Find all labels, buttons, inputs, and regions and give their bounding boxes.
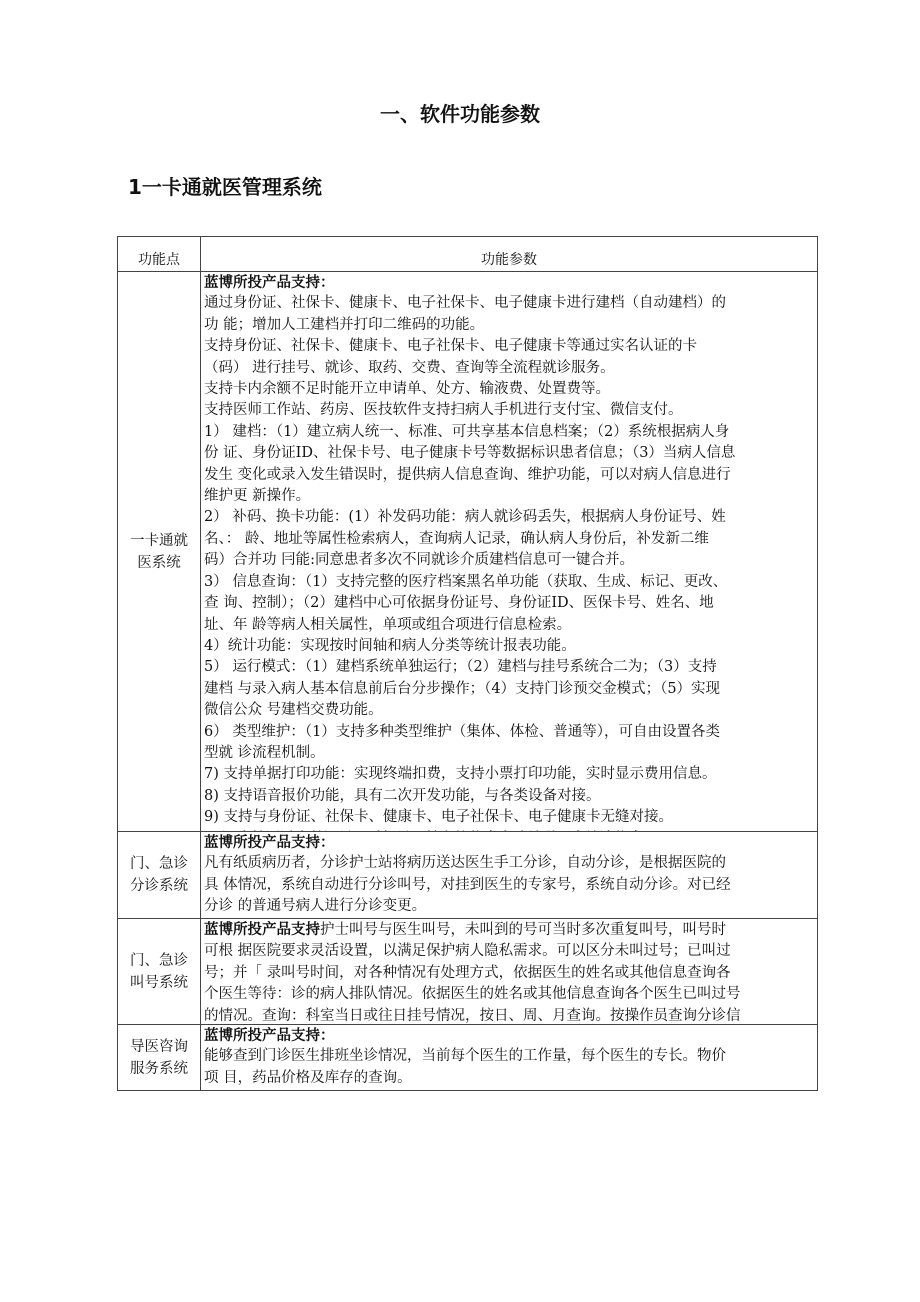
label-line: 一卡通就	[130, 532, 188, 549]
param-line: 6） 类型维护：（1）支持多种类型维护（集体、体检、普通等），可自由设置各类	[204, 723, 721, 740]
table-header-row	[118, 237, 818, 272]
table-row	[118, 272, 818, 832]
label-line: 叫号系统	[130, 974, 188, 991]
document-title: 一、软件功能参数	[380, 102, 540, 126]
param-line: 8) 支持语音报价功能，具有二次开发功能，与各类设备对接。	[204, 787, 601, 804]
param-line: 微信公众 号建档交费功能。	[204, 702, 383, 719]
param-line: 5） 运行模式：（1）建档系统单独运行；（2）建档与挂号系统合二为；（3）支持	[204, 659, 717, 676]
param-line: 支持身份证、社保卡、健康卡、电子社保卡、电子健康卡等通过实名认证的卡	[204, 338, 697, 355]
label-line: 分诊系统	[130, 878, 188, 894]
param-line: 份 证、身份证ID、社保卡号、电子健康卡号等数据标识患者信息；（3）当病人信息	[204, 445, 736, 462]
header-function-params: 功能参数	[201, 237, 818, 272]
function-params	[201, 1025, 818, 1091]
function-point-label	[118, 832, 201, 919]
param-line: 分诊 的普通号病人进行分诊变更。	[204, 898, 427, 915]
param-line: 的情况。查询：科室当日或往日挂号情况，按日、周、月查询。按操作员查询分诊信	[204, 1007, 741, 1024]
param-line: 支持卡内余额不足时能开立申请单、处方、输液费、处置费等。	[204, 381, 610, 398]
label-line: 服务系统	[130, 1060, 188, 1077]
function-point-label	[118, 272, 201, 832]
param-line: 可根 据医院要求灵活设置，以满足保护病人隐私需求。可以区分未叫过号；已叫过	[204, 943, 731, 960]
support-heading: 蓝博所投产品支持：	[204, 834, 335, 851]
param-line: 查 询、控制）；（2）建档中心可依据身份证号、身份证ID、医保卡号、姓名、地	[204, 595, 714, 612]
label-line: 导医咨询	[130, 1038, 188, 1055]
param-line: 型就 诊流程机制。	[204, 744, 325, 761]
param-line: 7) 支持单据打印功能：实现终端扣费，支持小票打印功能，实时显示费用信息。	[204, 766, 717, 783]
param-line: （码） 进行挂号、就诊、取药、交费、查询等全流程就诊服务。	[204, 359, 615, 376]
table-row	[118, 1025, 818, 1091]
param-line: 2） 补码、换卡功能：(1）补发码功能：病人就诊码丢失，根据病人身份证号、姓	[204, 509, 726, 526]
function-spec-table	[117, 236, 818, 1091]
param-line: 项 目，药品价格及库存的查询。	[204, 1069, 412, 1086]
param-line: 功 能；增加人工建档并打印二维码的功能。	[204, 316, 485, 333]
function-point-label	[118, 919, 201, 1025]
support-heading: 蓝博所投产品支持：	[204, 274, 335, 291]
function-params	[201, 919, 818, 1025]
param-line: 号；并「 录叫号时间，对各种情况有处理方式，依据医生的姓名或其他信息查询各	[204, 964, 731, 981]
param-line: 1） 建档：（1）建立病人统一、标准、可共享基本信息档案；（2）系统根据病人身	[204, 423, 730, 440]
param-line: 址、年 龄等病人相关属性，单项或组合项进行信息检索。	[204, 616, 572, 633]
param-line: 凡有纸质病历者，分诊护士站将病历送达医生手工分诊，自动分诊，是根据医院的	[204, 855, 726, 872]
param-line: 维护更 新操作。	[204, 488, 311, 505]
param-line: 发生 变化或录入发生错误时，提供病人信息查询、维护功能，可以对病人信息进行	[204, 466, 731, 483]
param-line	[204, 919, 813, 941]
param-line: 支持医师工作站、药房、医技软件支持扫病人手机进行支付宝、微信支付。	[204, 402, 683, 419]
param-line: 能够查到门诊医生排班坐诊情况，当前每个医生的工作量，每个医生的专长。物价	[204, 1048, 726, 1065]
table-row	[118, 919, 818, 1025]
label-line: 医系统	[137, 554, 181, 571]
function-params	[201, 272, 818, 832]
param-line: 名、： 龄、地址等属性检索病人，查询病人记录，确认病人身份后，补发新二维	[204, 530, 709, 547]
function-params	[201, 832, 818, 919]
param-line: 3） 信息查询：（1）支持完整的医疗档案黑名单功能（获取、生成、标记、更改、	[204, 573, 728, 590]
param-line: 9) 支持与身份证、社保卡、健康卡、电子社保卡、电子健康卡无缝对接。	[204, 809, 673, 826]
param-line: 4）统计功能：实现按时间轴和病人分类等统计报表功能。	[204, 637, 576, 654]
label-line: 门、急诊	[130, 952, 188, 969]
param-line: 通过身份证、社保卡、健康卡、电子社保卡、电子健康卡进行建档（自动建档）的	[204, 295, 726, 312]
param-line-tail: 护士叫号与医生叫号，未叫到的号可当时多次重复叫号，叫号时	[320, 922, 726, 938]
param-line: 码）合并功 冃能:同意患者多次不同就诊介质建档信息可一键合并。	[204, 552, 634, 569]
param-line: 具 体情况，系统自动进行分诊叫号，对挂到医生的专家号，系统自动分诊。对已经	[204, 876, 731, 893]
section-title: 1一卡通就医管理系统	[128, 175, 322, 199]
support-heading: 蓝博所投产品支持	[204, 921, 320, 938]
param-line: 个医生等待：诊的病人排队情况。依据医生的姓名或其他信息查询各个医生已叫过号	[204, 986, 741, 1003]
header-function-point: 功能点	[118, 237, 201, 272]
param-line: 建档 与录入病人基本信息前后台分步操作；（4）支持门诊预交金模式；（5）实现	[204, 680, 721, 697]
label-line: 门、急诊	[130, 856, 188, 872]
function-point-label	[118, 1025, 201, 1091]
table-row	[118, 832, 818, 919]
support-heading: 蓝博所投产品支持：	[204, 1027, 335, 1044]
